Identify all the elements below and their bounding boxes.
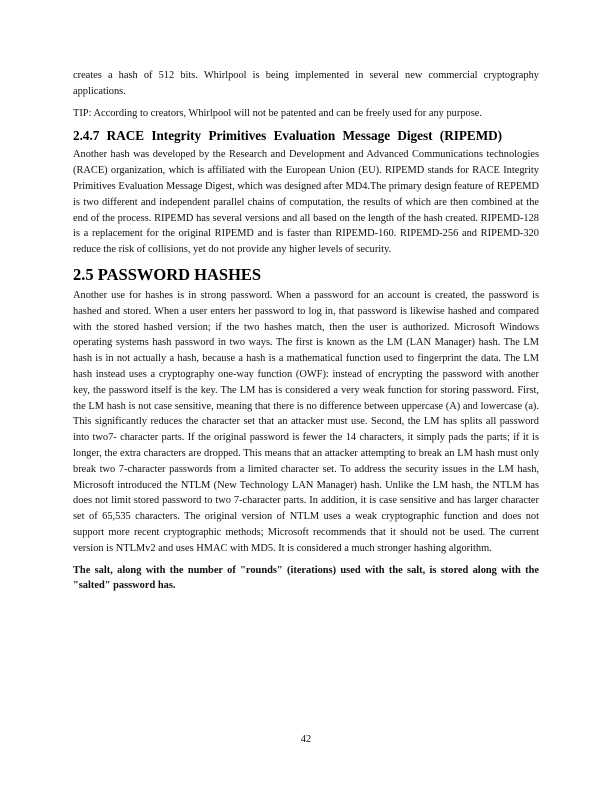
paragraph-whirlpool-end: creates a hash of 512 bits. Whirlpool is being implemented in several new commercial cryptography applications. [73, 70, 539, 97]
heading-password-hashes: 2.5 PASSWORD HASHES [73, 264, 262, 284]
paragraph-tip: TIP: According to creators, Whirlpool will not be patented and can be freely used for any purpose. [73, 107, 482, 119]
paragraph-salt: The salt, along with the number of "rounds" (iterations) used with the salt, is stored along with the "salted" password has. [73, 564, 539, 592]
heading-ripemd: 2.4.7 RACE Integrity Primitives Evaluation Message Digest (RIPEMD) [73, 128, 503, 144]
page-number: 42 [300, 734, 312, 745]
paragraph-password-hashes: Another use for hashes is in strong password. When a password for an account is created, the password is hashed and stored. When a user enters her password to log in, that password is likewise hashed and compared with the stored hashed version; if the two hashes match, then the user is authorized. Microsoft Windows operating systems hash password in two ways. The first is known as the LM (LAN Manager) hash. The LM hash is in not actually a hash, because a hash is a mathematical function used to fingerprint the data. The LM hash instead uses a cryptography one-way function (OWF): instead of encrypting the password with another key, the password itself is the key. The LM has is considered a very weak function for storing password. First, the LM hash is not case sensitive, meaning that there is no difference between uppercase (A) and lowercase (a). This significantly reduces the character set that an attacker must use. Second, the LM has splits all password into two7- character parts. If the original password is fewer the 14 characters, it simply pads the parts; if it is longer, the extra characters are dropped. This means that an attacker attempting to break an LM hash must only break two 7-character passwords from a limited character set. To address the security issues in the LM hash, Microsoft introduced the NTLM (New Technology LAN Manager) hash. Unlike the LM hash, the NTLM has does not limit stored password to two 7-character parts. In addition, it is case sensitive and has larger character set of 65,535 characters. The original version of NTLM uses a weak cryptographic function and does not support more recent cryptographic methods; Microsoft recommends that it should not be used. The current version is NTLMv2 and uses HMAC with MD5. It is considered a much stronger hashing algorithm. [73, 289, 539, 554]
paragraph-ripemd: Another hash was developed by the Research and Development and Advanced Communications technologies (RACE) organization, which is affiliated with the European Union (EU). RIPEMD stands for RACE Integrity Primitives Evaluation Message Digest, which was designed after MD4.The primary design feature of REPEMD is two different and independent parallel chains of computation, the results of which are then combined at the end of the process. RIPEMD has several versions and all based on the length of the hash created. RIPEMD-128 is a replacement for the original RIPEMD and is faster than RIPEMD-160. RIPEMD-256 and RIPEMD-320 reduce the risk of collisions, yet do not provide any higher levels of security. [73, 149, 539, 256]
document-page [73, 68, 539, 600]
